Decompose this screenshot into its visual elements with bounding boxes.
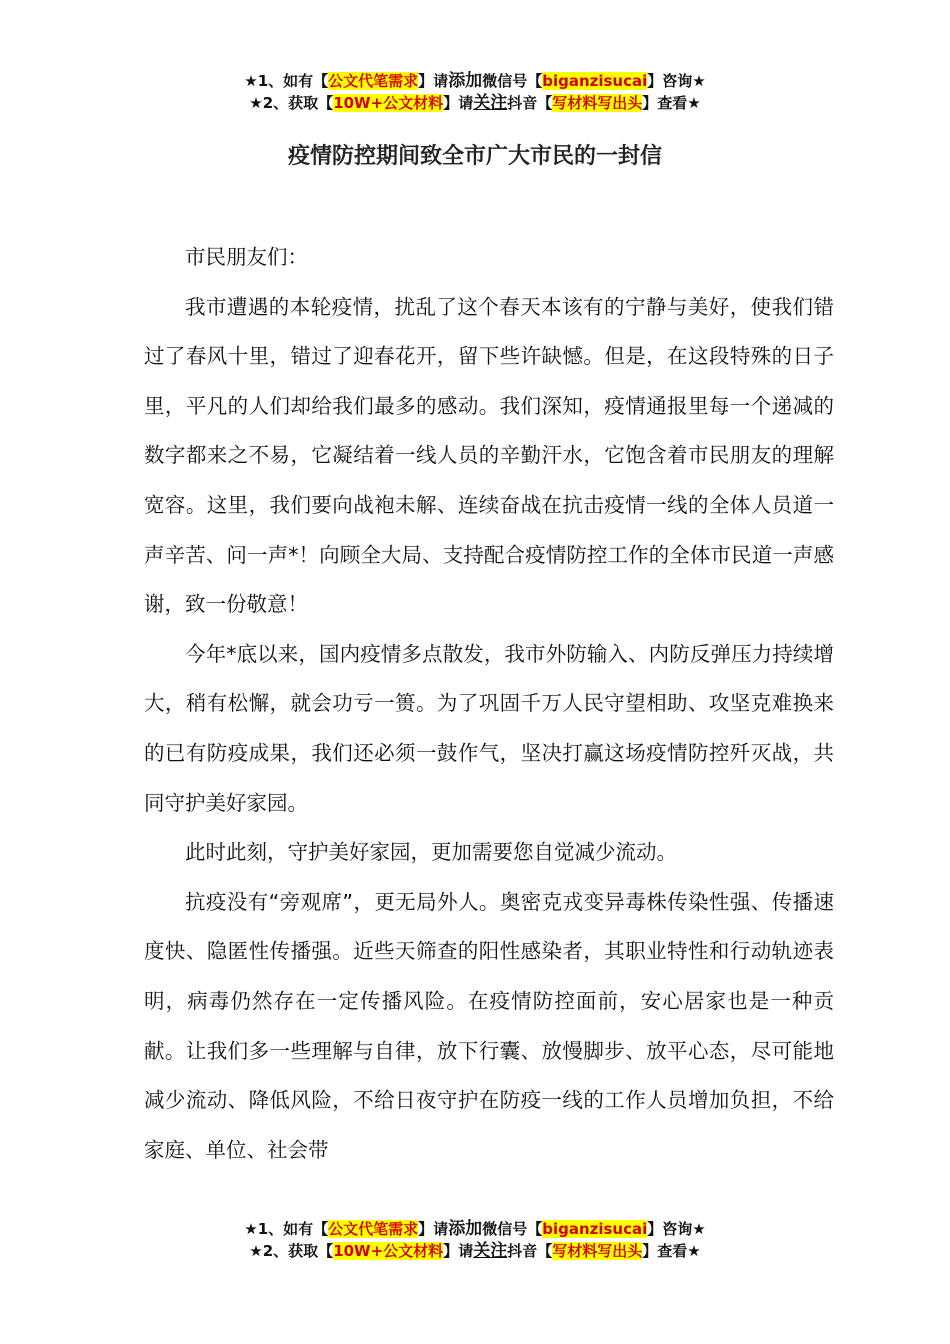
promo-highlight: 公文代笔需求 <box>328 1220 419 1238</box>
promo-line-1 <box>0 1218 950 1240</box>
promo-line-1 <box>0 70 950 92</box>
promo-highlight: 公文代笔需求 <box>328 72 419 90</box>
promo-highlight: biganzisucai <box>542 72 648 90</box>
promo-emphasis: 添加 <box>448 1219 483 1239</box>
promo-text: 】咨询★ <box>647 1220 706 1238</box>
salutation: 市民朋友们： <box>185 245 308 269</box>
promo-highlight: 10W+公文材料 <box>333 94 444 112</box>
promo-text: 】请 <box>443 1242 474 1260</box>
promo-text: 】请 <box>443 94 474 112</box>
promo-text: 】查看★ <box>642 94 701 112</box>
body-paragraph: 今年*底以来，国内疫情多点散发，我市外防输入、内防反弹压力持续增大，稍有松懈，就会功亏一篑。为了巩固千万人民守望相助、攻坚克难换来的已有防疫成果，我们还必须一鼓作气，坚决打赢这场疫情防控歼灭战，共同守护美好家园。 <box>144 641 834 815</box>
body-paragraph: 我市遭遇的本轮疫情，扰乱了这个春天本该有的宁静与美好，使我们错过了春风十里，错过了迎春花开，留下些许缺憾。但是，在这段特殊的日子里，平凡的人们却给我们最多的感动。我们深知，疫情通报里每一个递减的数字都来之不易，它凝结着一线人员的辛勤汗水，它饱含着市民朋友的理解宽容。这里，我们要向战袍未解、连续奋战在抗击疫情一线的全体人员道一声辛苦、问一声*！向顾全大局、支持配合疫情防控工作的全体市民道一声感谢，致一份敬意！ <box>144 294 834 617</box>
promo-text: ★1、如有【 <box>244 1220 329 1238</box>
body-paragraph: 此时此刻，守护美好家园，更加需要您自觉减少流动。 <box>185 840 677 865</box>
document-body <box>144 233 834 1175</box>
promo-line-2 <box>0 92 950 114</box>
promo-emphasis: 关注 <box>473 93 508 113</box>
promo-text: 微信号【 <box>482 72 543 90</box>
promo-emphasis: 添加 <box>448 71 483 91</box>
promo-text: ★2、获取【 <box>249 94 334 112</box>
promo-text: 抖音【 <box>507 1242 553 1260</box>
promo-text: 】请 <box>418 1220 449 1238</box>
body-paragraph: 抗疫没有“旁观席”，更无局外人。奥密克戎变异毒株传染性强、传播速度快、隐匿性传播强。近些天筛查的阳性感染者，其职业特性和行动轨迹表明，病毒仍然存在一定传播风险。在疫情防控面前，安心居家也是一种贡献。让我们多一些理解与自律，放下行囊、放慢脚步、放平心态，尽可能地减少流动、降低风险，不给日夜守护在防疫一线的工作人员增加负担，不给家庭、单位、社会带 <box>144 889 834 1162</box>
promo-text: 】咨询★ <box>647 72 706 90</box>
bottom-promo-banner <box>0 1218 950 1262</box>
promo-text: 】查看★ <box>642 1242 701 1260</box>
promo-text: 】请 <box>418 72 449 90</box>
promo-text: 抖音【 <box>507 94 553 112</box>
promo-line-2 <box>0 1240 950 1262</box>
promo-text: 微信号【 <box>482 1220 543 1238</box>
promo-text: ★2、获取【 <box>249 1242 334 1260</box>
document-title: 疫情防控期间致全市广大市民的一封信 <box>287 144 662 169</box>
promo-emphasis: 关注 <box>473 1241 508 1261</box>
promo-highlight: 10W+公文材料 <box>333 1242 444 1260</box>
top-promo-banner <box>0 70 950 114</box>
promo-highlight: 写材料写出头 <box>552 94 643 112</box>
promo-text: ★1、如有【 <box>244 72 329 90</box>
promo-highlight: biganzisucai <box>542 1220 648 1238</box>
promo-highlight: 写材料写出头 <box>552 1242 643 1260</box>
